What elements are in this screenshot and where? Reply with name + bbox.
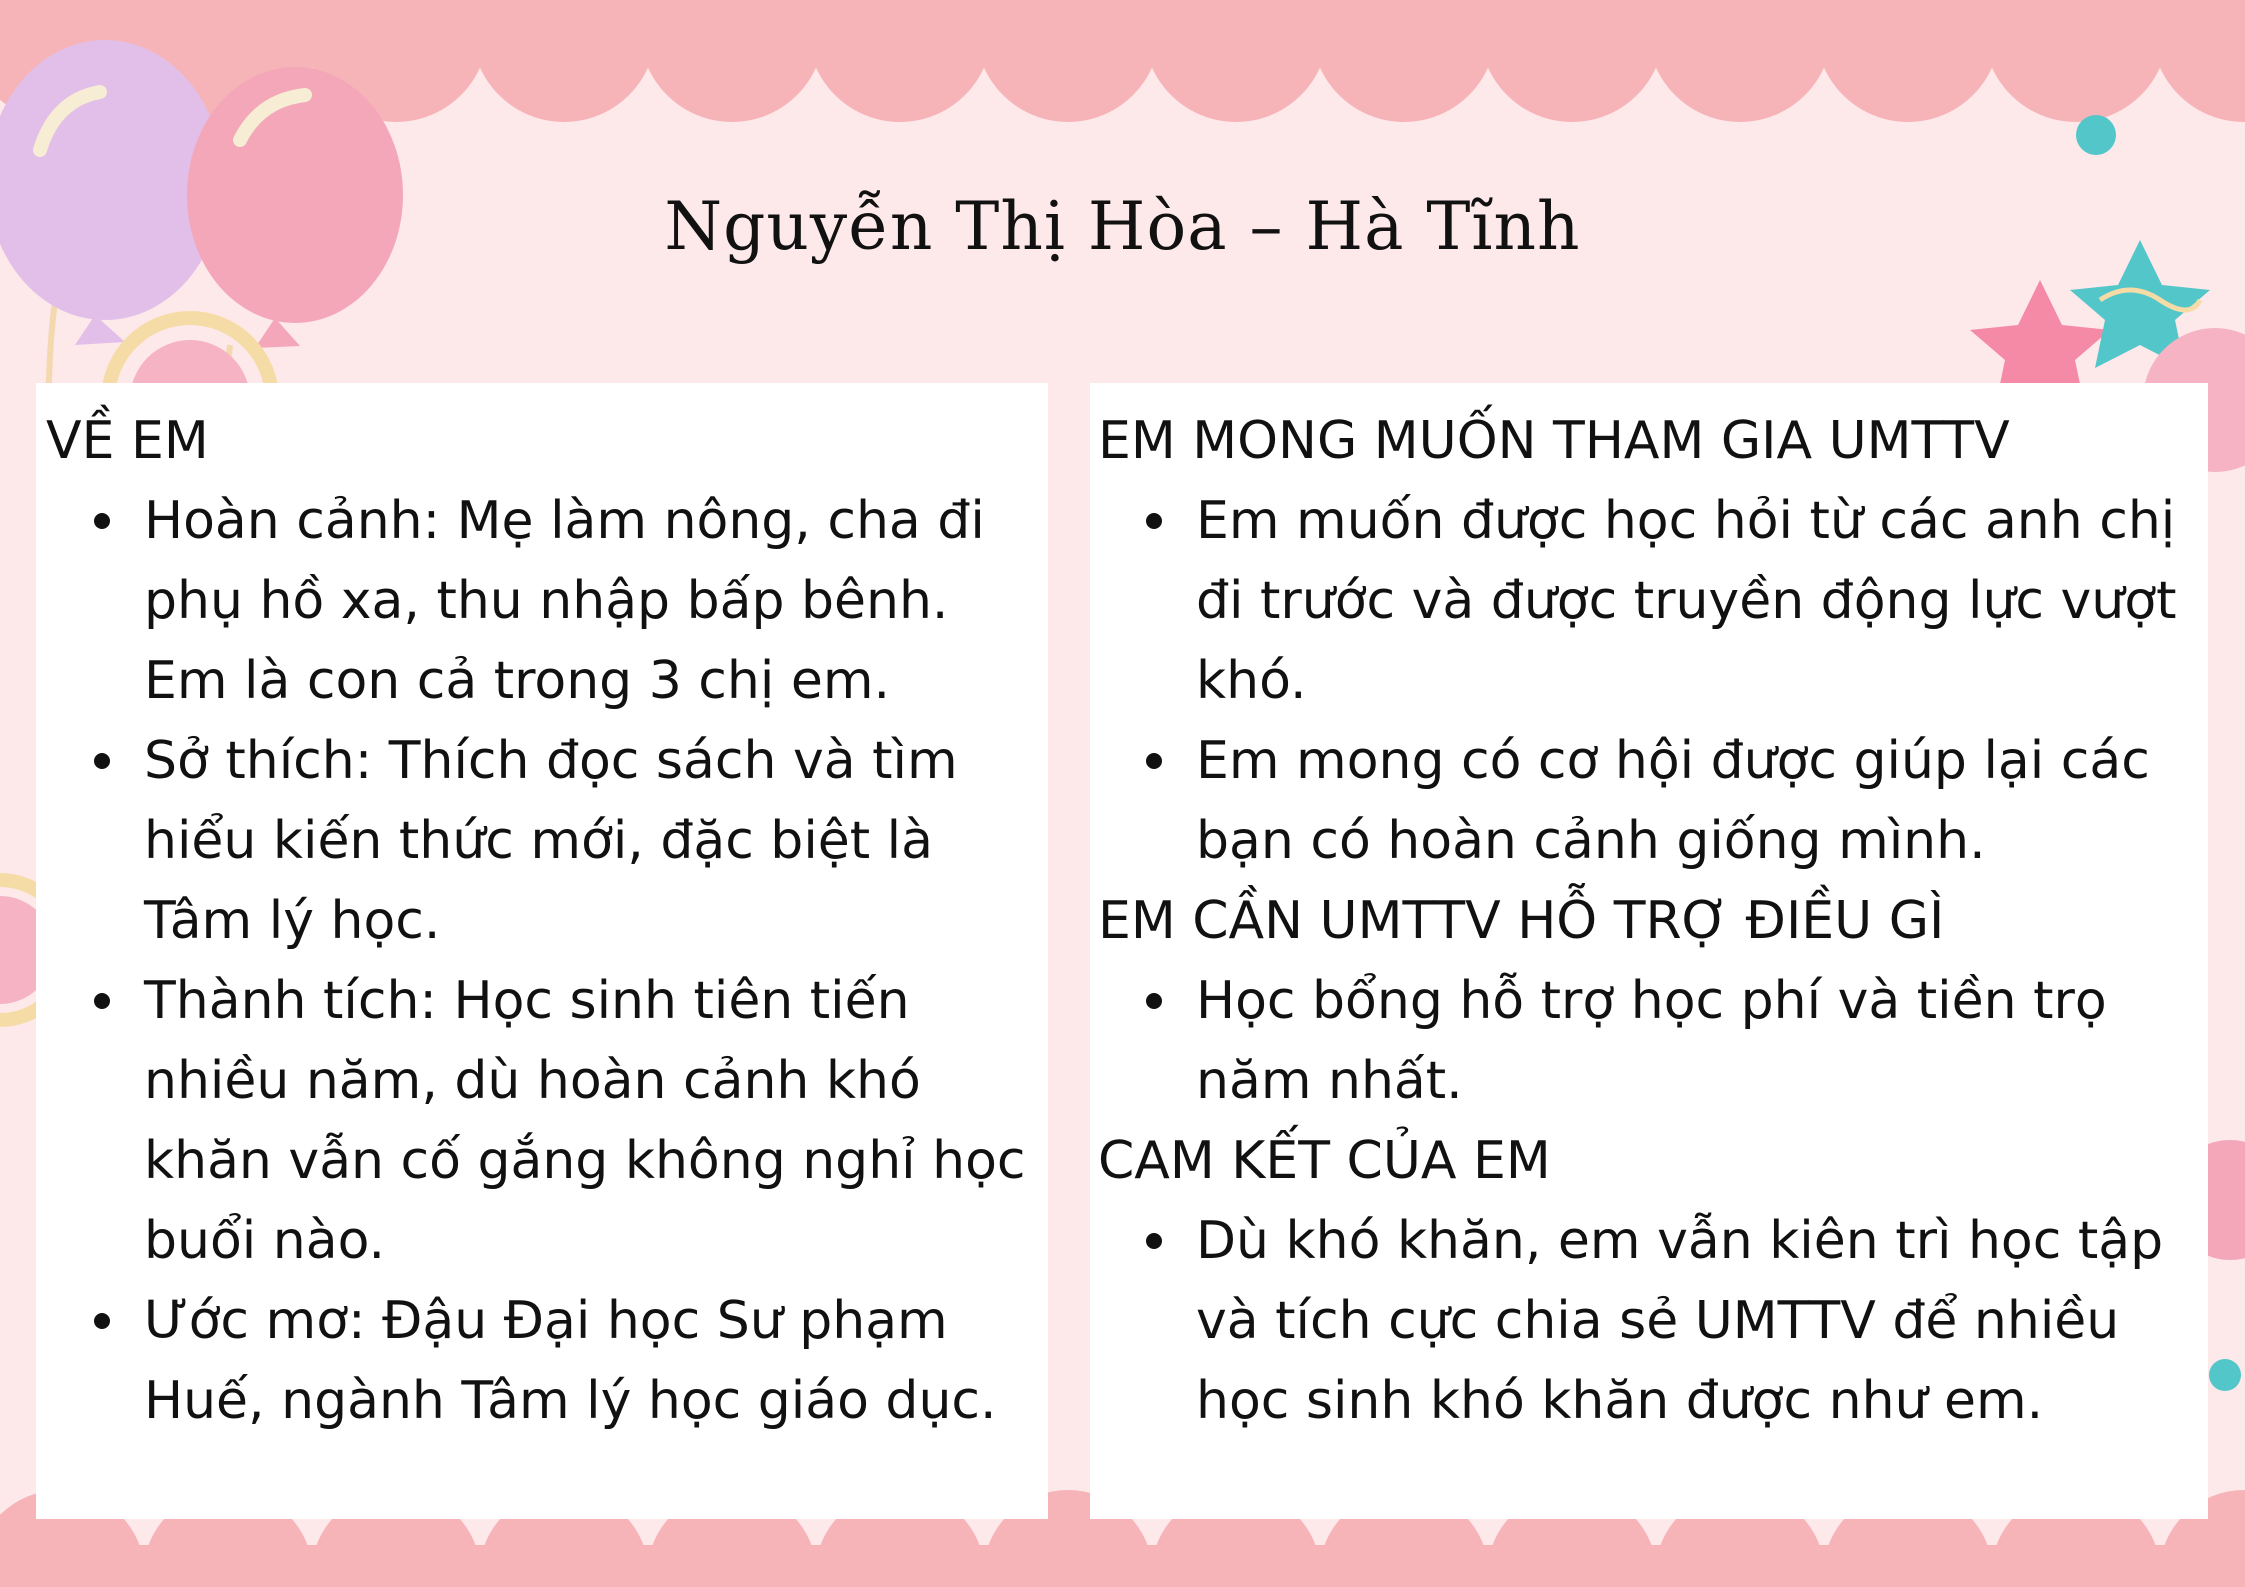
list-item: Thành tích: Học sinh tiên tiến nhiều năm, dù hoàn cảnh khó khăn vẫn cố gắng không nghỉ học buổi nào. xyxy=(144,961,1048,1281)
list-item: Em mong có cơ hội được giúp lại các bạn có hoàn cảnh giống mình. xyxy=(1196,721,2208,881)
goals-panel xyxy=(1090,383,2208,1519)
support-list xyxy=(1098,961,2208,1121)
commitment-list xyxy=(1098,1201,2208,1441)
about-me-list xyxy=(46,481,1048,1441)
section-heading-commitment: CAM KẾT CỦA EM xyxy=(1098,1131,1551,1191)
dot-icon xyxy=(2076,115,2116,155)
section-heading-wish: EM MONG MUỐN THAM GIA UMTTV xyxy=(1098,411,2010,471)
about-me-heading: VỀ EM xyxy=(46,411,209,471)
list-item: Hoàn cảnh: Mẹ làm nông, cha đi phụ hồ xa, thu nhập bấp bênh. Em là con cả trong 3 chị em. xyxy=(144,481,1048,721)
dot-icon xyxy=(2209,1359,2241,1391)
about-me-panel xyxy=(36,383,1048,1519)
list-item: Sở thích: Thích đọc sách và tìm hiểu kiến thức mới, đặc biệt là Tâm lý học. xyxy=(144,721,1048,961)
list-item: Ước mơ: Đậu Đại học Sư phạm Huế, ngành Tâm lý học giáo dục. xyxy=(144,1281,1048,1441)
page-title: Nguyễn Thị Hòa – Hà Tĩnh xyxy=(664,188,1581,265)
list-item: Dù khó khăn, em vẫn kiên trì học tập và tích cực chia sẻ UMTTV để nhiều học sinh khó khăn được như em. xyxy=(1196,1201,2208,1441)
list-item: Em muốn được học hỏi từ các anh chị đi trước và được truyền động lực vượt khó. xyxy=(1196,481,2208,721)
section-heading-support: EM CẦN UMTTV HỖ TRỢ ĐIỀU GÌ xyxy=(1098,891,1945,951)
wish-list xyxy=(1098,481,2208,881)
list-item: Học bổng hỗ trợ học phí và tiền trọ năm nhất. xyxy=(1196,961,2208,1121)
